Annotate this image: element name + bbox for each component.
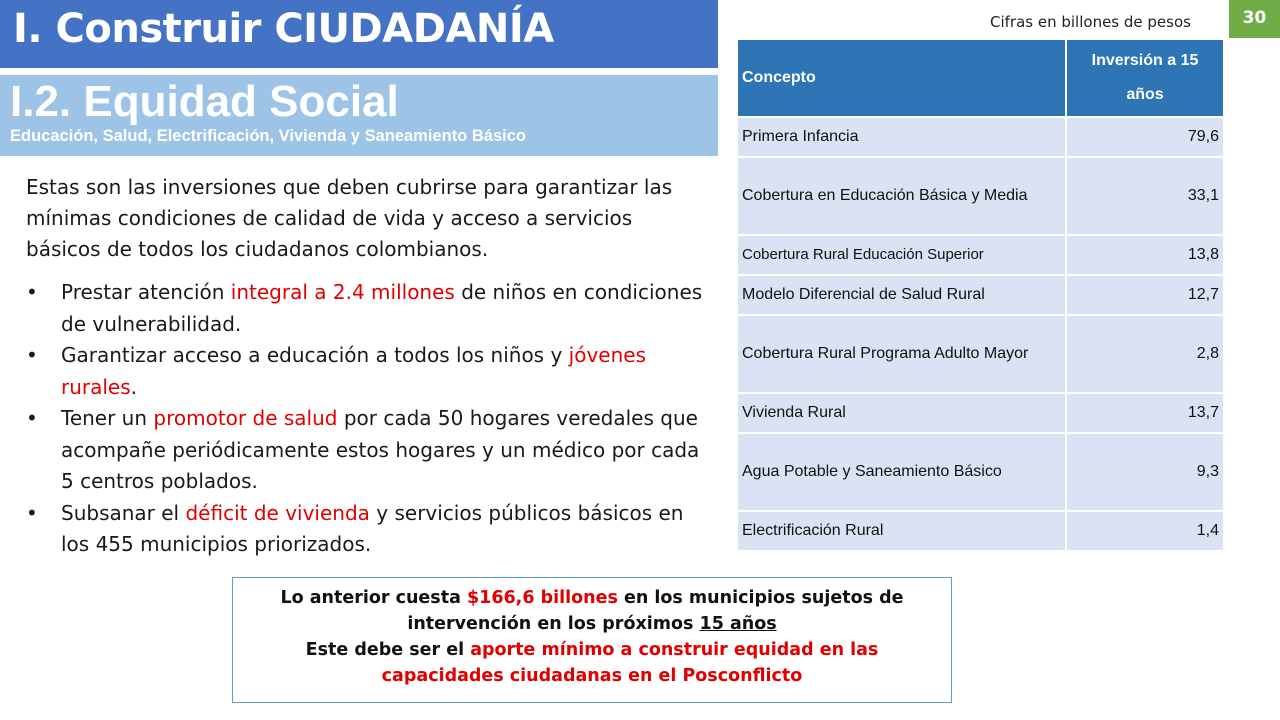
table-row bbox=[738, 315, 1224, 393]
row-value: 2,8 bbox=[1066, 315, 1224, 393]
list-item: • Garantizar acceso a educación a todos los niños y jóvenes rurales. bbox=[26, 340, 706, 403]
summary-line-3: Este debe ser el aporte mínimo a construir equidad en las bbox=[305, 640, 879, 660]
row-concept: Electrificación Rural bbox=[738, 511, 1066, 551]
list-item: • Tener un promotor de salud por cada 50 hogares veredales que acompañe periódicamente estos hogares y un médico por cada 5 centros poblados. bbox=[26, 403, 706, 498]
list-item: • Prestar atención integral a 2.4 millones de niños en condiciones de vulnerabilidad. bbox=[26, 277, 706, 340]
column-header-investment: Inversión a 15 años bbox=[1066, 40, 1224, 117]
subtitle-bar bbox=[0, 75, 718, 156]
units-note: Cifras en billones de pesos bbox=[990, 13, 1191, 31]
row-value: 13,7 bbox=[1066, 393, 1224, 433]
row-value: 1,4 bbox=[1066, 511, 1224, 551]
page-title: I. Construir CIUDADANÍA bbox=[13, 6, 554, 52]
column-header-concept: Concepto bbox=[738, 40, 1066, 117]
row-concept: Agua Potable y Saneamiento Básico bbox=[738, 433, 1066, 511]
summary-line-2: intervención en los próximos 15 años bbox=[407, 614, 777, 634]
intro-paragraph: Estas son las inversiones que deben cubrirse para garantizar las mínimas condiciones de calidad de vida y acceso a servicios básicos de todos los ciudadanos colombianos. bbox=[26, 175, 673, 261]
summary-line-1: Lo anterior cuesta $166,6 billones en los municipios sujetos de bbox=[280, 588, 904, 608]
row-concept: Modelo Diferencial de Salud Rural bbox=[738, 275, 1066, 315]
bullet-list bbox=[26, 277, 706, 561]
row-value: 33,1 bbox=[1066, 157, 1224, 235]
row-concept: Cobertura Rural Educación Superior bbox=[738, 235, 1066, 275]
summary-line-4: capacidades ciudadanas en el Posconflicto bbox=[381, 666, 803, 686]
cost-summary-box bbox=[232, 577, 952, 703]
row-value: 9,3 bbox=[1066, 433, 1224, 511]
list-item: • Subsanar el déficit de vivienda y servicios públicos básicos en los 455 municipios priorizados. bbox=[26, 498, 706, 561]
row-concept: Vivienda Rural bbox=[738, 393, 1066, 433]
row-value: 13,8 bbox=[1066, 235, 1224, 275]
title-bar bbox=[0, 0, 718, 68]
section-subtitle: Educación, Salud, Electrificación, Vivienda y Saneamiento Básico bbox=[10, 127, 526, 145]
table-row bbox=[738, 117, 1224, 157]
row-value: 79,6 bbox=[1066, 117, 1224, 157]
table-row bbox=[738, 511, 1224, 551]
row-value: 12,7 bbox=[1066, 275, 1224, 315]
row-concept: Cobertura en Educación Básica y Media bbox=[738, 157, 1066, 235]
table-row bbox=[738, 275, 1224, 315]
section-title: I.2. Equidad Social bbox=[10, 77, 399, 126]
investment-table bbox=[738, 40, 1225, 552]
row-concept: Cobertura Rural Programa Adulto Mayor bbox=[738, 315, 1066, 393]
table-row bbox=[738, 235, 1224, 275]
table-row bbox=[738, 157, 1224, 235]
table-header-row bbox=[738, 40, 1224, 117]
row-concept: Primera Infancia bbox=[738, 117, 1066, 157]
page-number-badge: 30 bbox=[1229, 0, 1280, 38]
table-row bbox=[738, 393, 1224, 433]
table-row bbox=[738, 433, 1224, 511]
